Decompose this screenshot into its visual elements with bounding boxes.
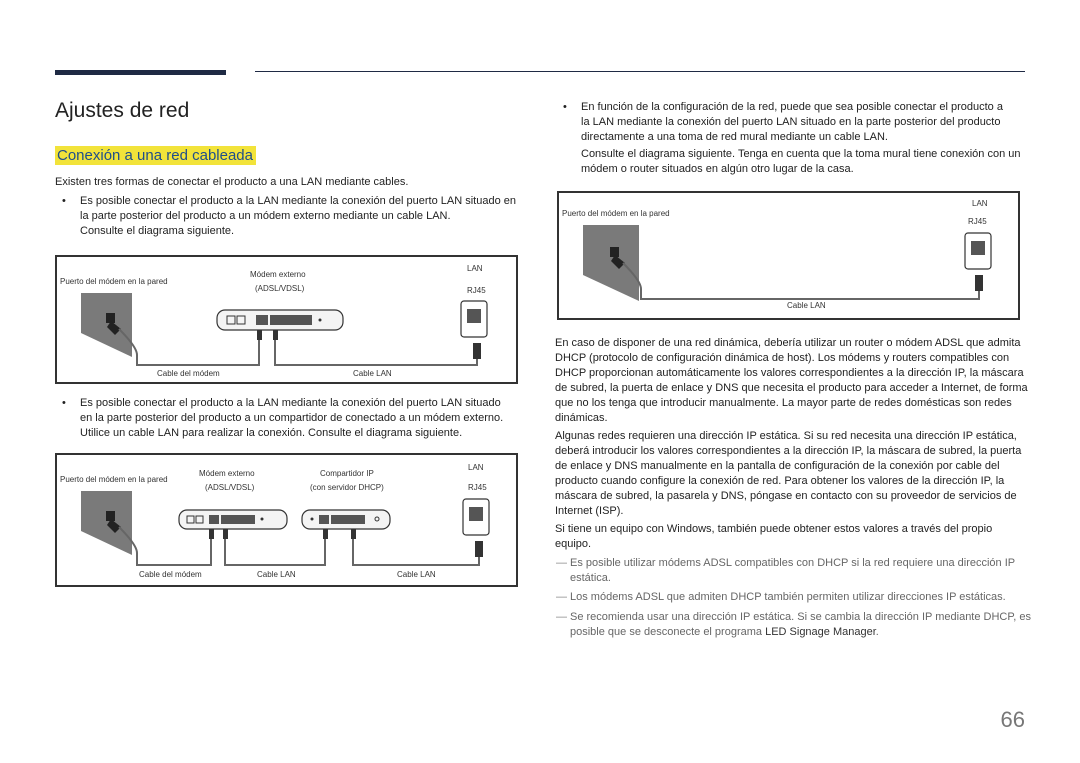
bullet-line: directamente a una toma de red mural mediante un cable LAN.: [581, 131, 888, 143]
bullet-dot: •: [62, 397, 66, 409]
sharer-sublabel: (con servidor DHCP): [310, 483, 384, 492]
rj45-label: RJ45: [467, 286, 486, 295]
wall-port-icon: [106, 313, 115, 323]
lan-cable-label-2: Cable LAN: [397, 570, 436, 579]
paragraph-dynamic: [555, 336, 1035, 426]
modem-label: Módem externo: [250, 270, 306, 279]
lan-label: LAN: [468, 463, 484, 472]
bullet-line: Utilice un cable LAN para realizar la conexión. Consulte el diagrama siguiente.: [80, 427, 463, 439]
text-line: de subred, la puerta de enlace y DNS que necesita el producto para acceder a Internet, de forma: [555, 382, 1028, 394]
note-item: [556, 610, 1036, 640]
note-dash-icon: ―: [556, 557, 567, 569]
wall-jack-icon: [81, 293, 132, 357]
text-line: que no los tenga que introducir manualmente. La mayor parte de redes domésticas son redes: [555, 397, 1012, 409]
note-line: Los módems ADSL que admiten DHCP también permiten utilizar direcciones IP estáticas.: [570, 591, 1006, 603]
diagram-sharer: [55, 453, 518, 587]
note-dash-icon: ―: [556, 591, 567, 603]
intro-text: Existen tres formas de conectar el producto a una LAN mediante cables.: [55, 176, 409, 188]
note-line: estática.: [570, 572, 611, 584]
rj45-port-icon: [467, 309, 481, 323]
modem-cable-line: [119, 329, 259, 365]
lan-cable-line: [275, 340, 477, 365]
lan-label: LAN: [972, 199, 988, 208]
text-line: deberá introducir los valores correspondientes a la dirección IP, la máscara de subred, la puerta: [555, 445, 1022, 457]
lan-cable-line: [623, 263, 979, 299]
text-line: Algunas redes requieren una dirección IP estática. Si su red necesita una dirección IP estática,: [555, 430, 1017, 442]
modem-sublabel: (ADSL/VDSL): [255, 284, 305, 293]
text-line: DHCP (protocolo de configuración dinámica de host). Los módems y routers compatibles con: [555, 352, 1010, 364]
text-line: de enlace y DNS manualmente en la pantalla de configuración de la conexión por cable del: [555, 460, 1000, 472]
lan-plug-icon: [475, 541, 483, 557]
bullet-line: Consulte el diagrama siguiente. Tenga en cuenta que la toma mural tiene conexión con un: [581, 148, 1021, 160]
bullet-item: [62, 194, 532, 240]
modem-sublabel: (ADSL/VDSL): [205, 483, 255, 492]
text-line: máscara de subred, la pasarela y DNS, póngase en contacto con su proveedor de servicios de: [555, 490, 1017, 502]
rj45-port-icon: [469, 507, 483, 521]
wall-jack-icon: [583, 225, 639, 301]
bullet-line: Es posible conectar el producto a la LAN mediante la conexión del puerto LAN situado en: [80, 195, 516, 207]
wall-port-icon: [106, 511, 115, 521]
note-item: [556, 590, 1036, 605]
note-dash-icon: ―: [556, 611, 567, 623]
sharer-label: Compartidor IP: [320, 469, 374, 478]
lan-label: LAN: [467, 264, 483, 273]
lan-cable-line-2: [353, 539, 479, 565]
header-rule: [255, 71, 1025, 72]
modem-label: Módem externo: [199, 469, 255, 478]
bullet-line: la parte posterior del producto a un módem externo mediante un cable LAN.: [80, 210, 451, 222]
bullet-dot: •: [563, 101, 567, 113]
modem-cable-label: Cable del módem: [157, 369, 220, 378]
note-line: [570, 625, 1031, 640]
bullet-item: [62, 396, 532, 442]
section-heading: Conexión a una red cableada: [55, 146, 256, 165]
paragraph-windows: [555, 522, 1035, 552]
lan-plug-icon: [975, 275, 983, 291]
page-number: 66: [1000, 707, 1025, 732]
note-line: Se recomienda usar una dirección IP estática. Si se cambia la dirección IP mediante DHCP, es: [570, 611, 1032, 623]
text-line: Si tiene un equipo con Windows, también puede obtener estos valores a través del propio: [555, 523, 993, 535]
note-line: Es posible utilizar módems ADSL compatibles con DHCP si la red requiere una dirección IP: [570, 557, 1016, 569]
rj45-port-icon: [971, 241, 985, 255]
diagram-wall: [557, 191, 1020, 320]
text-line: equipo.: [555, 538, 592, 550]
bullet-line: la LAN mediante la conexión del puerto LAN situado en la parte posterior del producto: [581, 116, 1001, 128]
lan-cable-label: Cable LAN: [257, 570, 296, 579]
wall-port-label: Puerto del módem en la pared: [562, 209, 670, 218]
bullet-line: módem o router situados en algún otro lugar de la casa.: [581, 163, 854, 175]
wall-port-label: Puerto del módem en la pared: [60, 277, 168, 286]
rj45-label: RJ45: [968, 217, 987, 226]
bullet-dot: •: [62, 195, 66, 207]
bullet-item: [563, 100, 1033, 178]
bullet-line: Consulte el diagrama siguiente.: [80, 225, 235, 237]
note-text: posible que se desconecte el programa: [570, 626, 766, 638]
product-name: LED Signage Manager: [765, 626, 876, 638]
text-line: dinámicas.: [555, 412, 608, 424]
bullet-line: en la parte posterior del producto a un compartidor de conectado a un módem externo.: [80, 412, 504, 424]
note-item: [556, 556, 1036, 586]
modem-cable-line: [119, 527, 211, 565]
bullet-line: Es posible conectar el producto a la LAN mediante la conexión del puerto LAN situado: [80, 397, 501, 409]
bullet-line: En función de la configuración de la red, puede que sea posible conectar el producto a: [581, 101, 1003, 113]
wall-port-label: Puerto del módem en la pared: [60, 475, 168, 484]
text-line: producto cuando configure la conexión de red. Para obtener los valores de la dirección IP, la: [555, 475, 1005, 487]
wall-port-icon: [610, 247, 619, 257]
diagram-modem: [55, 255, 518, 384]
wall-jack-icon: [81, 491, 132, 555]
paragraph-static: [555, 429, 1035, 519]
lan-cable-label: Cable LAN: [353, 369, 392, 378]
rj45-label: RJ45: [468, 483, 487, 492]
text-line: En caso de disponer de una red dinámica, debería utilizar un router o módem ADSL que admita: [555, 337, 1021, 349]
lan-cable-label: Cable LAN: [787, 301, 826, 310]
text-line: DHCP proporcionan automáticamente los valores correspondientes a la dirección IP, la máscara: [555, 367, 1024, 379]
modem-cable-label: Cable del módem: [139, 570, 202, 579]
note-text: .: [875, 626, 879, 638]
lan-plug-icon: [473, 343, 481, 359]
page-title: Ajustes de red: [55, 99, 190, 122]
header-bar-thick: [55, 70, 226, 75]
lan-cable-line: [225, 537, 325, 565]
text-line: Internet (ISP).: [555, 505, 624, 517]
